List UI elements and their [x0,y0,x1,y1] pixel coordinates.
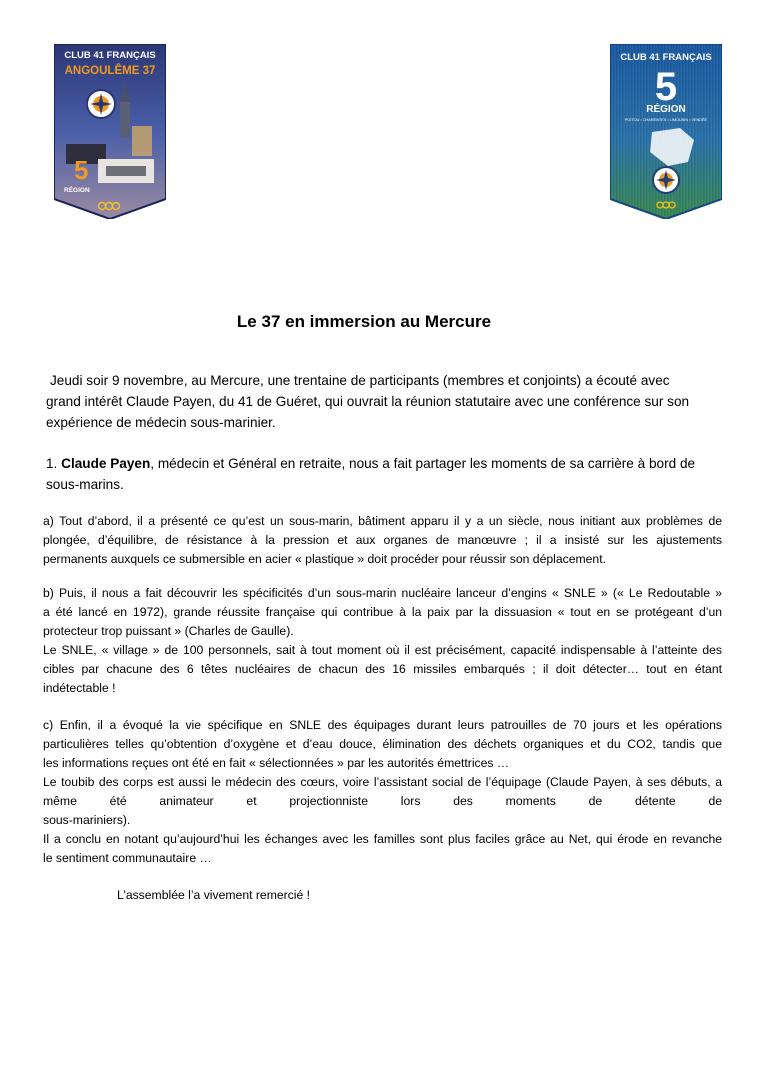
section-b-line: protecteur trop puissant » (Charles de Gaulle). [43,624,294,638]
angouleme-banner-graphic [54,44,166,219]
left-banner-line1: CLUB 41 FRANÇAIS [64,50,156,61]
section-b-line: Le SNLE, « village » de 100 personnels, sait à tout moment où il est précisément, capacité indispensable à l’atteinte des [43,643,722,657]
intro-line: Jeudi soir 9 novembre, au Mercure, une trentaine de participants (membres et conjoints) a écouté avec [50,373,670,388]
intro-line: expérience de médecin sous-marinier. [46,415,276,430]
angouleme-37-banner [54,44,166,219]
right-banner-line1: CLUB 41 FRANÇAIS [620,52,712,63]
section-b-line: b) Puis, il nous a fait découvrir les spécificités d’un sous-marin nucléaire lanceur d’engins « SNLE » (« Le Redoutable » [43,586,722,600]
section-b-line: a été lancé en 1972), grande réussite française qui contribue à la paix par la dissuasion « tout en se protégeant d’un [43,605,722,619]
point-1-number: 1. [46,456,58,471]
section-c-line: Il a conclu en notant qu’aujourd’hui les échanges avec les familles sont plus faciles grâce au Net, qui érode en revanche [43,832,722,846]
left-banner-region-word: RÉGION [64,187,90,194]
section-c-line: le sentiment communautaire … [43,851,212,865]
right-banner-region-word: RÉGION [646,104,686,115]
section-c-line: même été animateur et projectionniste lors des moments de détente de [43,794,722,808]
right-banner-subtitle: POITOU • CHARENTES • LIMOUSIN • VENDÉE [624,118,708,122]
article-title: Le 37 en immersion au Mercure [236,312,492,331]
point-1-name: Claude Payen [61,456,151,471]
section-b-line: indétectable ! [43,681,116,695]
point-1-text: , médecin et Général en retraite, nous a fait partager les moments de sa carrière à bord de [150,456,696,471]
section-c [43,716,722,868]
left-banner-region-number: 5 [74,155,89,185]
point-1-text-cont: sous-marins. [46,477,124,492]
intro-line: grand intérêt Claude Payen, du 41 de Guéret, qui ouvrait la réunion statutaire avec une conférence sur son [46,394,690,409]
section-c-line: c) Enfin, il a évoqué la vie spécifique en SNLE des équipages durant leurs patrouilles de 70 jours et les opérations [43,718,722,732]
section-a-line: a) Tout d’abord, il a présenté ce qu’est un sous-marin, bâtiment apparu il y a un siècle, nous initiant aux problèmes de [43,514,722,528]
section-b-line: cibles par chacune des 6 têtes nucléaires de chacun des 16 missiles embarqués ; il doit détecter… tout en étant [43,662,722,676]
right-banner-region-number: 5 [654,65,678,109]
club-emblem-icon [87,90,115,118]
section-c-line: Le toubib des corps est aussi le médecin des cœurs, voire l’assistant social de l’équipage (Claude Payen, à ses débuts, a [43,775,722,789]
point-1-paragraph [46,453,722,495]
section-a-line: permanents auxquels ce submersible en acier « plastique » doit procéder pour réussir son déplacement. [43,552,606,566]
intro-paragraph [46,370,722,433]
section-c-line: particulières telles qu’obtention d’oxygène et d’eau douce, élimination des déchets organiques et du CO2, tandis que [43,737,722,751]
closing-line: L’assemblée l’a vivement remercié ! [117,888,311,902]
region-5-banner [610,44,722,219]
region-banner-graphic [610,44,722,219]
club-emblem-icon [653,167,679,193]
section-b [43,584,722,698]
section-a [43,512,722,569]
section-c-line: sous-mariniers). [43,813,131,827]
left-banner-line2: ANGOULÊME 37 [64,65,156,77]
section-c-line: les informations reçues ont été en fait « sélectionnées » par les autorités émettrices … [43,756,510,770]
section-a-line: plongée, d’équilibre, de résistance à la pression et aux organes de manœuvre ; il a insisté sur les ajustements [43,533,722,547]
